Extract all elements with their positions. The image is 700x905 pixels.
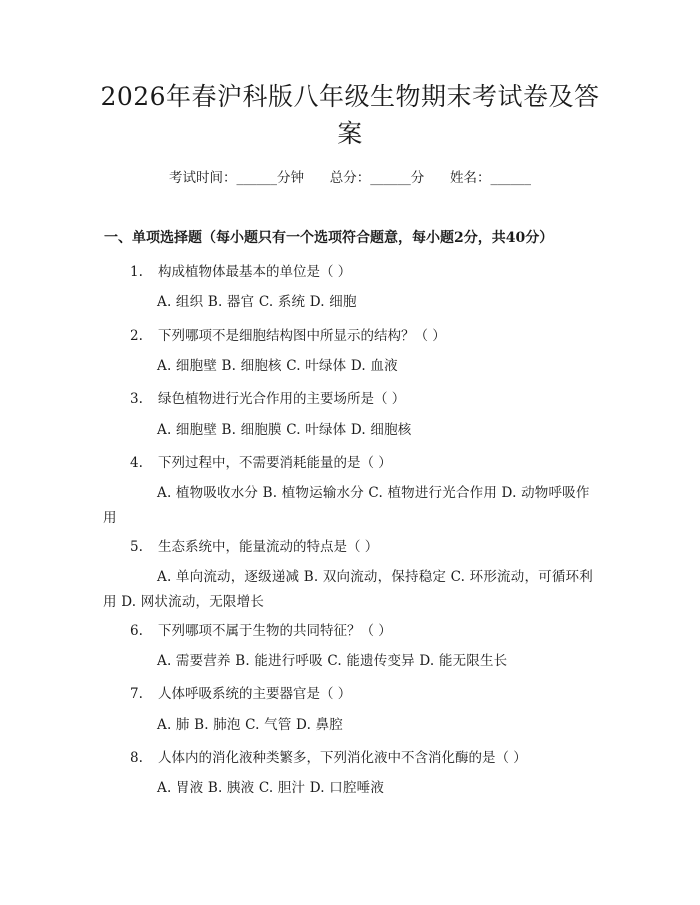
exam-title: 2026年春沪科版八年级生物期末考试卷及答案	[100, 82, 600, 148]
question-7-options: A. 肺 B. 肺泡 C. 气管 D. 鼻腔	[157, 717, 343, 733]
question-8-options: A. 胃液 B. 胰液 C. 胆汁 D. 口腔唾液	[157, 780, 385, 796]
question-text: 下列过程中，不需要消耗能量的是（ ）	[158, 455, 392, 471]
exam-info-line: 考试时间：______分钟 总分：______分 姓名：______	[169, 170, 531, 186]
question-7	[130, 684, 351, 704]
question-number: 1.	[130, 264, 143, 280]
question-3-options: A. 细胞壁 B. 细胞膜 C. 叶绿体 D. 细胞核	[157, 422, 412, 438]
question-4	[130, 453, 392, 473]
question-text: 绿色植物进行光合作用的主要场所是（ ）	[158, 391, 406, 407]
question-number: 8.	[130, 750, 143, 766]
question-number: 2.	[130, 328, 143, 344]
question-text: 人体内的消化液种类繁多，下列消化液中不含消化酶的是（ ）	[158, 750, 527, 766]
question-1	[130, 262, 351, 282]
question-4-options: A. 植物吸收水分 B. 植物运输水分 C. 植物进行光合作用 D. 动物呼吸作用	[103, 485, 590, 526]
question-5-options: A. 单向流动，逐级递减 B. 双向流动，保持稳定 C. 环形流动，可循环利用 D. 网状流动，无限增长	[103, 569, 593, 610]
question-number: 6.	[130, 623, 143, 639]
question-text: 构成植物体最基本的单位是（ ）	[158, 264, 352, 280]
question-text: 人体呼吸系统的主要器官是（ ）	[158, 686, 352, 702]
question-2	[130, 326, 446, 346]
question-5	[130, 537, 378, 557]
question-text: 生态系统中，能量流动的特点是（ ）	[158, 539, 379, 555]
question-6-options: A. 需要营养 B. 能进行呼吸 C. 能遗传变异 D. 能无限生长	[157, 653, 508, 669]
question-3	[130, 389, 405, 409]
question-text: 下列哪项不是细胞结构图中所显示的结构？（ ）	[158, 328, 446, 344]
question-number: 5.	[130, 539, 143, 555]
section-heading: 一、单项选择题（每小题只有一个选项符合题意，每小题2分，共40分）	[104, 230, 554, 246]
question-number: 3.	[130, 391, 143, 407]
question-number: 4.	[130, 455, 143, 471]
question-text: 下列哪项不属于生物的共同特征？（ ）	[158, 623, 392, 639]
question-number: 7.	[130, 686, 143, 702]
question-1-options: A. 组织 B. 器官 C. 系统 D. 细胞	[157, 294, 357, 310]
question-6	[130, 621, 392, 641]
question-2-options: A. 细胞壁 B. 细胞核 C. 叶绿体 D. 血液	[157, 358, 398, 374]
question-8	[130, 748, 527, 768]
